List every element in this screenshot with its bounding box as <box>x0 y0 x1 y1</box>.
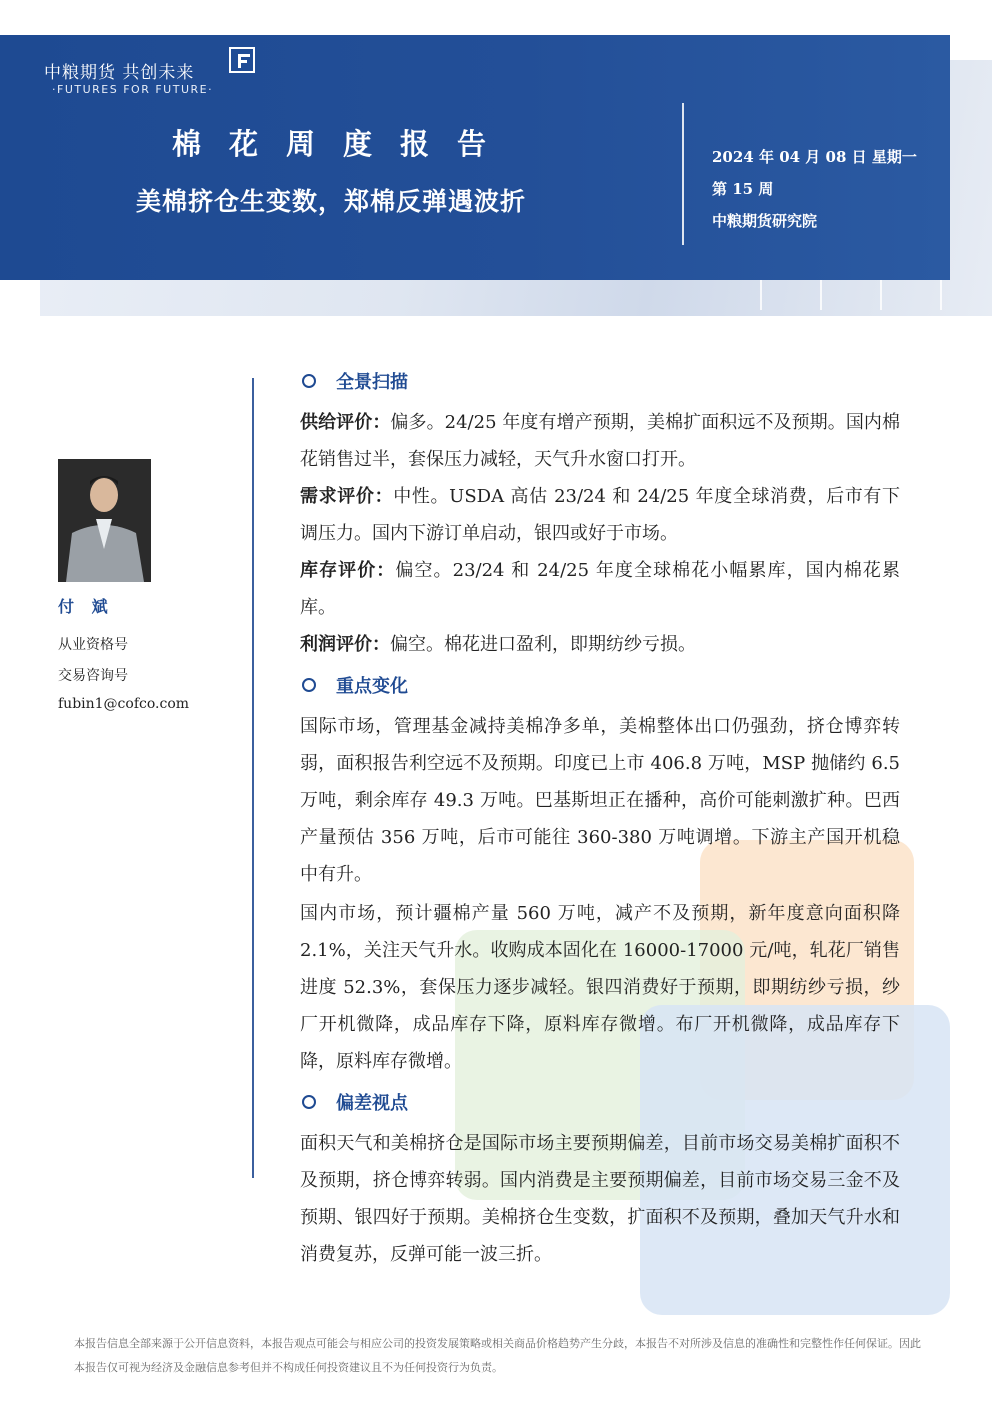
changes-domestic: 国内市场，预计疆棉产量 560 万吨，减产不及预期，新年度意向面积降 2.1%，关注天气升水。收购成本固化在 16000-17000 元/吨，轧花厂销售进度 52.3%，套保压力逐步减轻。银四消费好于预期，即期纺纱亏损，纱厂开机微降，成品库存下降，原料库存微增。布厂开机微降，成品库存下降，原料库存微增。 <box>300 903 900 1072</box>
overview-demand: 需求评价：中性。USDA 高估 23/24 和 24/25 年度全球消费，后市有下调压力。国内下游订单启动，银四或好于市场。 <box>300 486 900 544</box>
author-name: 付 斌 <box>58 597 114 616</box>
report-date: 2024 年 04 月 08 日 星期一 <box>712 148 917 166</box>
report-subtitle: 美棉挤仓生变数，郑棉反弹遇波折 <box>136 187 527 216</box>
demand-label: 需求评价： <box>300 486 394 507</box>
report-institute: 中粮期货研究院 <box>712 212 818 230</box>
bullet-circle-icon <box>302 678 316 692</box>
inventory-label: 库存评价： <box>300 560 396 581</box>
author-photo <box>58 459 151 582</box>
disclaimer: 本报告信息全部来源于公开信息资料，本报告观点可能会与相应公司的投资发展策略或相关商品价格趋势产生分歧，本报告不对所涉及信息的准确性和完整性作任何保证。因此本报告仅可视为经济及金融信息参考但并不构成任何投资建议且不为任何投资行为负责。 <box>74 1337 921 1374</box>
overview-inventory: 库存评价：偏空。23/24 和 24/25 年度全球棉花小幅累库，国内棉花累库。 <box>300 560 900 618</box>
logo-slogan: ·FUTURES FOR FUTURE· <box>52 83 214 96</box>
changes-international: 国际市场，管理基金减持美棉净多单，美棉整体出口仍强劲，挤仓博弈转弱，面积报告利空远不及预期。印度已上市 406.8 万吨，MSP 抛储约 6.5 万吨，剩余库存 49.3 万吨。巴基斯坦正在播种，高价可能刺激扩种。巴西产量预估 356 万吨，后市可能往 360-380 万吨调增。下游主产国开机稳中有升。 <box>300 716 900 885</box>
column-divider <box>252 378 254 1178</box>
bullet-circle-icon <box>302 374 316 388</box>
logo-text: 中粮期货 共创未来 <box>44 63 195 83</box>
deviation-text: 面积天气和美棉挤仓是国际市场主要预期偏差，目前市场交易美棉扩面积不及预期，挤仓博弈转弱。国内消费是主要预期偏差，目前市场交易三金不及预期、银四好于预期。美棉挤仓生变数，扩面积不及预期，叠加天气升水和消费复苏，反弹可能一波三折。 <box>300 1133 900 1265</box>
consult-label: 交易咨询号 <box>58 668 128 684</box>
section-overview-title: 全景扫描 <box>302 368 408 394</box>
supply-label: 供给评价： <box>300 412 391 433</box>
qualification-label: 从业资格号 <box>58 637 128 653</box>
profit-label: 利润评价： <box>300 634 390 655</box>
logo-icon <box>228 46 256 74</box>
section-deviation-title: 偏差视点 <box>302 1089 408 1115</box>
report-title: 棉花周度报告 <box>172 127 515 161</box>
bullet-circle-icon <box>302 1095 316 1109</box>
report-week: 第 15 周 <box>712 180 774 198</box>
author-email[interactable]: fubin1@cofco.com <box>58 696 190 712</box>
section-changes-title: 重点变化 <box>302 672 408 698</box>
overview-profit: 利润评价：偏空。棉花进口盈利，即期纺纱亏损。 <box>300 634 696 655</box>
overview-supply: 供给评价：偏多。24/25 年度有增产预期，美棉扩面积远不及预期。国内棉花销售过半，套保压力减轻，天气升水窗口打开。 <box>300 412 901 470</box>
banner-divider <box>682 103 684 245</box>
